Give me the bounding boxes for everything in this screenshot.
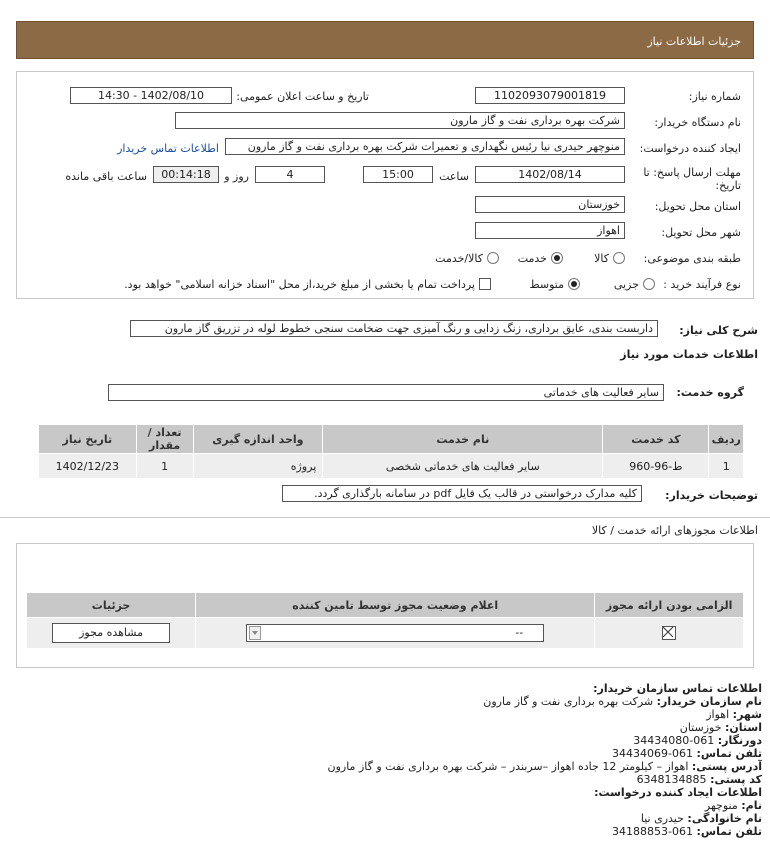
buyer-contact-link[interactable]: اطلاعات تماس خریدار [117, 142, 219, 155]
col-permit-details: جزئیات [27, 593, 196, 618]
permits-table [26, 592, 744, 649]
buyer-org-field: شرکت بهره برداری نفت و گاز مارون [175, 112, 625, 129]
creator-family: نام خانوادگی: حیدری نیا [640, 812, 762, 825]
table-row [39, 454, 744, 479]
cell-row: 1 [709, 454, 744, 479]
buyer-notes-label: توضیحات خریدار: [665, 489, 758, 502]
permit-status-select[interactable] [246, 624, 544, 642]
service-group-field: سایر فعالیت های خدماتی [108, 384, 664, 401]
permits-table-header [27, 593, 744, 618]
process-label: نوع فرآیند خرید : [663, 278, 741, 291]
category-option-goods-service: کالا/خدمت [435, 252, 483, 265]
summary-label: شرح کلی نیاز: [679, 324, 758, 337]
remaining-label: ساعت باقی مانده [65, 170, 147, 183]
need-number-field: 1102093079001819 [475, 87, 625, 104]
treasury-payment-note: پرداخت تمام یا بخشی از مبلغ خرید،از محل "اسناد خزانه اسلامی" خواهد بود. [124, 278, 475, 291]
x-mark-icon [662, 626, 674, 638]
page-title: جزئیات اطلاعات نیاز [647, 35, 741, 48]
category-radio-goods[interactable] [613, 252, 625, 264]
cell-unit: پروژه [193, 454, 323, 479]
creator-name: نام: منوچهر [704, 799, 762, 812]
need-number-label: شماره نیاز: [688, 90, 741, 103]
province-label: استان محل تحویل: [654, 200, 741, 213]
col-need-date: تاریخ نیاز [39, 425, 137, 454]
services-table-header [39, 425, 744, 454]
dropdown-arrow-icon[interactable] [249, 626, 261, 640]
creator-phone: تلفن تماس: 061-34188853 [612, 825, 762, 838]
deadline-label: مهلت ارسال پاسخ: تا تاریخ: [643, 166, 741, 192]
creator-title: اطلاعات ایجاد کننده درخواست: [594, 786, 762, 799]
col-service-code: کد خدمت [603, 425, 709, 454]
service-group-label: گروه خدمت: [676, 386, 744, 399]
cell-need-date: 1402/12/23 [39, 454, 137, 479]
treasury-payment-checkbox[interactable] [479, 278, 491, 290]
process-option-medium: متوسط [529, 278, 564, 291]
permit-required-checkbox[interactable] [662, 626, 676, 640]
requester-label: ایجاد کننده درخواست: [639, 142, 741, 155]
category-option-goods: کالا [594, 252, 609, 265]
col-unit: واحد اندازه گیری [193, 425, 323, 454]
divider [0, 517, 770, 518]
contact-fax: دورنگار: 061-34434080 [633, 734, 762, 747]
time-label: ساعت [439, 170, 469, 183]
days-field: 4 [255, 166, 325, 183]
cell-quantity: 1 [136, 454, 193, 479]
cell-service-code: ط-96-960 [603, 454, 709, 479]
permits-section-title: اطلاعات مجوزهای ارائه خدمت / کالا [591, 524, 758, 537]
contact-title: اطلاعات تماس سازمان خریدار: [593, 682, 762, 695]
process-option-partial: جزیی [613, 278, 639, 291]
contact-postal: کد پستی: 6348134885 [636, 773, 762, 786]
days-label: روز و [224, 170, 249, 183]
cell-service-name: سایر فعالیت های خدماتی شخصی [323, 454, 603, 479]
requester-field: منوچهر حیدری نیا رئیس نگهداری و تعمیرات شرکت بهره برداری نفت و گاز مارون [225, 138, 625, 155]
deadline-time-field: 15:00 [363, 166, 433, 183]
contact-org: نام سازمان خریدار: شرکت بهره برداری نفت و گاز مارون [483, 695, 762, 708]
city-label: شهر محل تحویل: [661, 226, 741, 239]
contact-phone: تلفن تماس: 061-34434069 [612, 747, 762, 760]
deadline-date-field: 1402/08/14 [475, 166, 625, 183]
contact-province: استان: خوزستان [679, 721, 762, 734]
announce-field: 1402/08/10 - 14:30 [70, 87, 232, 104]
page-header [16, 21, 754, 59]
process-radio-partial[interactable] [643, 278, 655, 290]
col-quantity-count: تعداد / مقدار [136, 425, 193, 454]
col-service-name: نام خدمت [323, 425, 603, 454]
category-radio-service[interactable] [551, 252, 563, 264]
permit-status-value: -- [515, 626, 524, 639]
province-field: خوزستان [475, 196, 625, 213]
need-details-panel [16, 71, 754, 299]
contact-city: شهر: اهواز [706, 708, 762, 721]
category-option-service: خدمت [517, 252, 547, 265]
summary-field: داربست بندی، عایق برداری، زنگ زدایی و رنگ آمیزی جهت ضخامت سنجی خطوط لوله در تزریق گاز مارون [130, 320, 658, 337]
services-table [38, 424, 744, 479]
process-radio-medium[interactable] [568, 278, 580, 290]
city-field: اهواز [475, 222, 625, 239]
col-row: ردیف [709, 425, 744, 454]
table-row [27, 618, 744, 649]
services-section-title: اطلاعات خدمات مورد نیاز [620, 348, 758, 361]
col-permit-status: اعلام وضعیت مجوز توسط تامین کننده [196, 593, 595, 618]
announce-label: تاریخ و ساعت اعلان عمومی: [236, 90, 369, 103]
contact-address: آدرس پستی: اهواز – کیلومتر 12 جاده اهواز –سربندر – شرکت بهره برداری نفت و گاز مارون [327, 760, 762, 773]
remaining-time-field: 00:14:18 [153, 166, 219, 183]
col-permit-required: الزامی بودن ارائه مجوز [595, 593, 744, 618]
category-radio-goods-service[interactable] [487, 252, 499, 264]
view-permit-button[interactable]: مشاهده مجوز [52, 623, 170, 643]
buyer-notes-field: کلیه مدارک درخواستی در قالب یک فایل pdf در سامانه بارگذاری گردد. [282, 485, 642, 502]
buyer-org-label: نام دستگاه خریدار: [654, 116, 741, 129]
category-label: طبقه بندی موضوعی: [643, 252, 741, 265]
